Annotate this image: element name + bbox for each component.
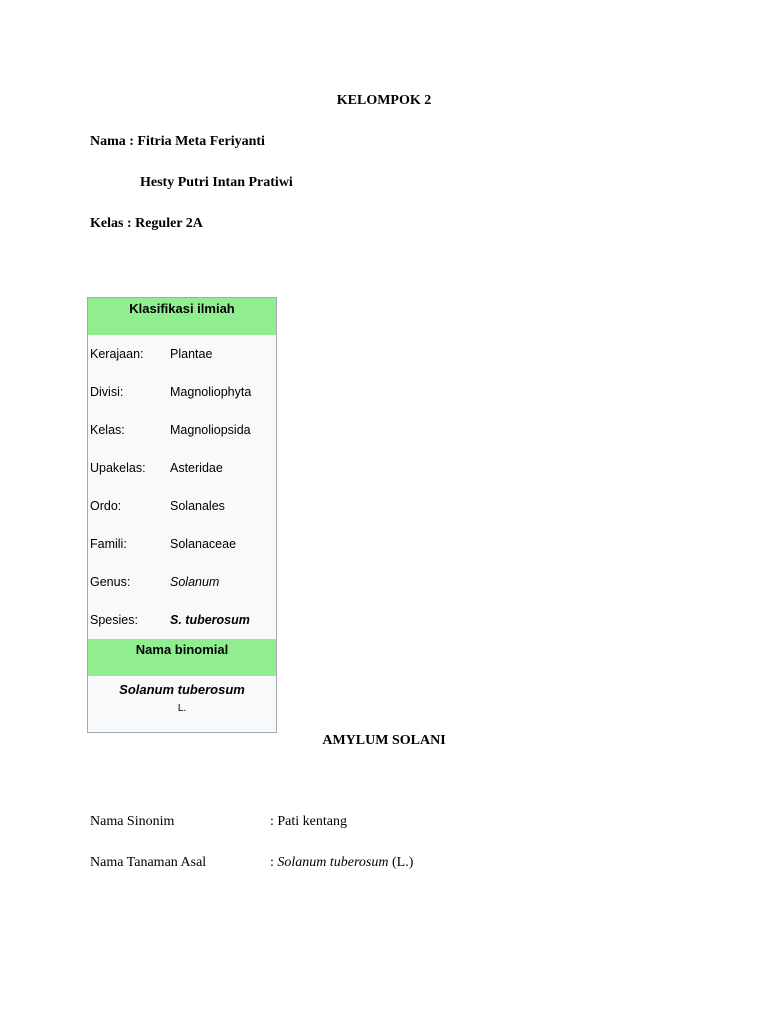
- section-title: AMYLUM SOLANI: [322, 733, 446, 748]
- taxo-value: Plantae: [170, 347, 213, 361]
- page-title: KELOMPOK 2: [336, 93, 432, 108]
- nama-line: Nama : Fitria Meta Feriyanti: [90, 134, 265, 149]
- sinonim-label: Nama Sinonim: [90, 814, 175, 829]
- asal-label: Nama Tanaman Asal: [90, 855, 207, 870]
- taxo-value: Magnoliopsida: [170, 423, 251, 437]
- asal-row: [90, 855, 413, 871]
- taxo-rank: Kerajaan:: [90, 347, 144, 361]
- taxo-row-divisi: [88, 373, 276, 411]
- taxo-rank: Upakelas:: [90, 461, 146, 475]
- taxo-value: Magnoliophyta: [170, 385, 252, 399]
- taxo-row-upakelas: [88, 449, 276, 487]
- kelas-line: Kelas : Reguler 2A: [90, 216, 203, 231]
- taxo-rank: Divisi:: [90, 385, 124, 399]
- taxo-row-kelas: [88, 411, 276, 449]
- binomial-header: Nama binomial: [88, 639, 276, 676]
- taxo-rank: Famili:: [90, 537, 127, 551]
- taxo-row-ordo: [88, 487, 276, 525]
- taxo-row-kerajaan: [88, 335, 276, 373]
- taxo-value: S. tuberosum: [170, 613, 250, 627]
- taxo-row-genus: [88, 563, 276, 601]
- asal-suffix: (L.): [388, 855, 414, 870]
- taxobox-header: Klasifikasi ilmiah: [88, 298, 276, 335]
- sinonim-value: : Pati kentang: [270, 814, 347, 829]
- taxobox: [87, 297, 277, 733]
- binomial-name: Solanum tuberosum: [119, 682, 245, 697]
- asal-italic: Solanum tuberosum: [277, 855, 389, 870]
- asal-prefix: :: [270, 855, 278, 870]
- taxo-value: Solanales: [170, 499, 225, 513]
- taxo-row-famili: [88, 525, 276, 563]
- taxo-rank: Kelas:: [90, 423, 125, 437]
- binomial-author: L.: [177, 703, 187, 714]
- sinonim-row: [90, 814, 347, 830]
- taxo-row-spesies: [88, 601, 276, 639]
- taxo-rank: Ordo:: [90, 499, 122, 513]
- taxo-rank: Genus:: [90, 575, 131, 589]
- taxo-value: Asteridae: [170, 461, 223, 475]
- binomial-block: [88, 676, 276, 714]
- taxo-value: Solanaceae: [170, 537, 237, 551]
- taxo-value: Solanum: [170, 575, 220, 589]
- taxo-rank: Spesies:: [90, 613, 138, 627]
- nama-line-2: Hesty Putri Intan Pratiwi: [140, 175, 293, 190]
